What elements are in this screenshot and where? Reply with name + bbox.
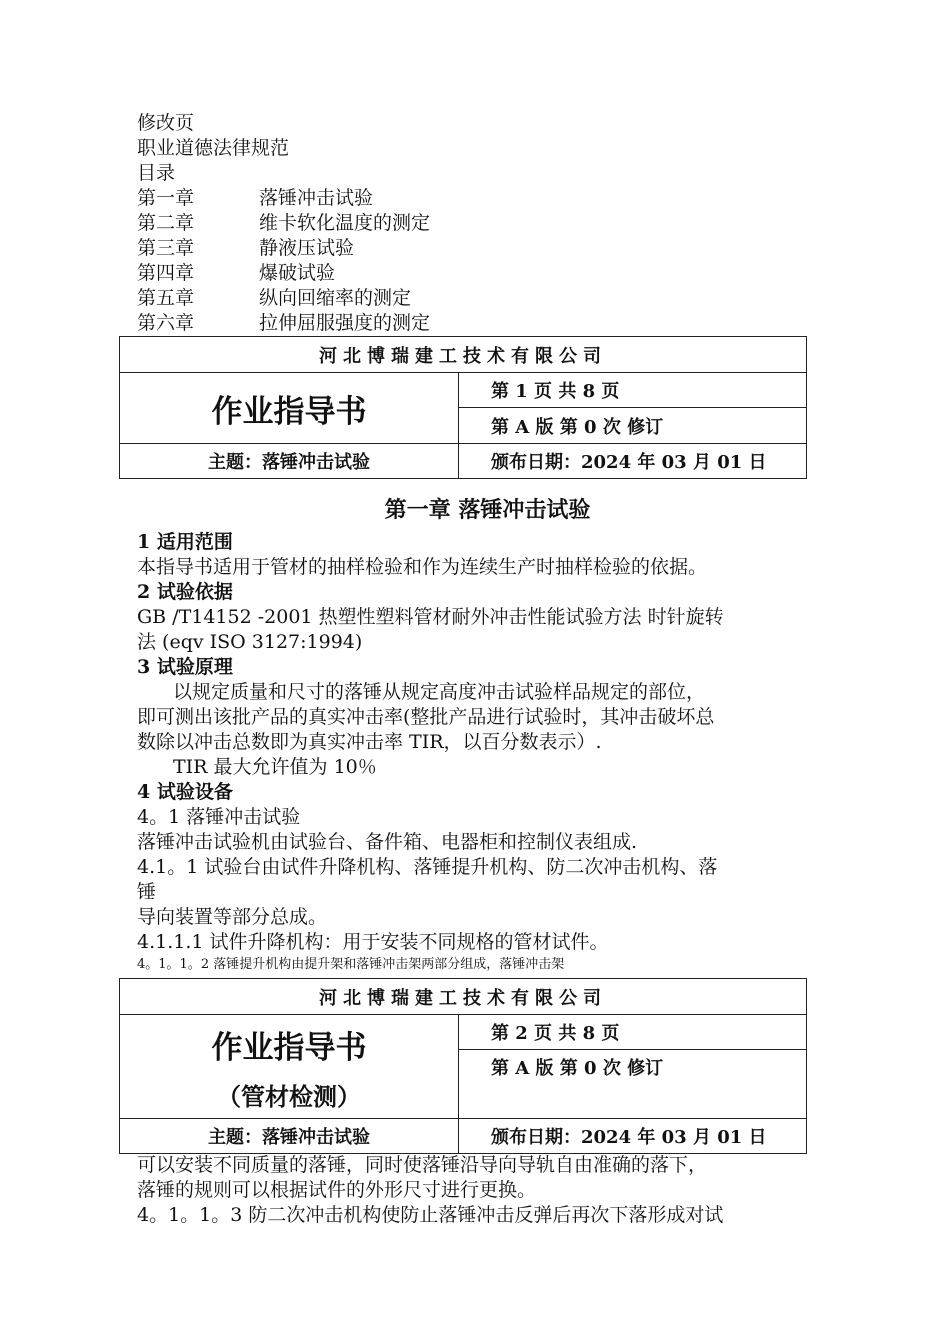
document-header-table [119, 978, 807, 1154]
paragraph: 4.1.1.1 试件升降机构：用于安装不同规格的管材试件。 [137, 931, 609, 953]
work-instruction-title [120, 373, 459, 444]
book-title: 作业指导书 [211, 1029, 367, 1066]
paragraph: 可以安装不同质量的落锤，同时使落锤沿导向导轨自由准确的落下， [137, 1154, 708, 1176]
section-heading: 2 试验依据 [137, 581, 233, 603]
paragraph: 落锤冲击试验机由试验台、备件箱、电器柜和控制仪表组成. [137, 831, 638, 853]
toc-chapter-number: 第三章 [137, 237, 195, 259]
book-subtitle: （管材检测） [217, 1081, 361, 1111]
chapter-title: 第一章 落锤冲击试验 [384, 497, 591, 523]
toc-chapter-number: 第四章 [137, 262, 195, 284]
section-heading: 4 试验设备 [137, 781, 233, 803]
toc-chapter-title: 爆破试验 [259, 262, 336, 284]
toc-chapter-number: 第一章 [137, 187, 195, 209]
paragraph: 数除以冲击总数即为真实冲击率 TIR，以百分数表示）. [137, 731, 602, 753]
revision-info: 第 A 版 第 0 次 修订 [459, 1050, 807, 1119]
page-count: 第 2 页 共 8 页 [459, 1015, 807, 1050]
paragraph: 4。1。1。2 落锤提升机构由提升架和落锤冲击架两部分组成，落锤冲击架 [137, 957, 565, 972]
toc-heading: 目录 [137, 162, 176, 184]
toc-chapter-number: 第五章 [137, 287, 195, 309]
page-count: 第 1 页 共 8 页 [459, 373, 807, 408]
toc-item[interactable] [137, 311, 430, 336]
paragraph: GB /T14152 -2001 热塑性塑料管材耐外冲击性能试验方法 时针旋转 [137, 606, 724, 628]
toc-item[interactable] [137, 186, 373, 211]
paragraph: 本指导书适用于管材的抽样检验和作为连续生产时抽样检验的依据。 [137, 556, 708, 578]
section-heading: 1 适用范围 [137, 531, 233, 553]
paragraph: 落锤的规则可以根据试件的外形尺寸进行更换。 [137, 1179, 537, 1201]
toc-item[interactable] [137, 211, 430, 236]
document-header-table [119, 336, 807, 479]
paragraph: 法 (eqv ISO 3127:1994) [137, 631, 363, 653]
subject-cell: 主题：落锤冲击试验 [120, 1119, 459, 1154]
paragraph: 4。1。1。3 防二次冲击机构使防止落锤冲击反弹后再次下落形成对试 [137, 1204, 724, 1226]
company-name: 河北博瑞建工技术有限公司 [120, 979, 807, 1015]
ethics-label: 职业道德法律规范 [137, 137, 290, 159]
company-name: 河北博瑞建工技术有限公司 [120, 337, 807, 373]
toc-item[interactable] [137, 286, 411, 311]
toc-item[interactable] [137, 261, 335, 286]
issue-date: 颁布日期：2024 年 03 月 01 日 [459, 1119, 807, 1154]
revision-info: 第 A 版 第 0 次 修订 [459, 408, 807, 444]
issue-date: 颁布日期：2024 年 03 月 01 日 [459, 444, 807, 479]
toc-chapter-title: 拉伸屈服强度的测定 [259, 312, 431, 334]
work-instruction-title [120, 1015, 459, 1119]
toc-chapter-title: 维卡软化温度的测定 [259, 212, 431, 234]
toc-chapter-title: 纵向回缩率的测定 [259, 287, 412, 309]
paragraph: 导向装置等部分总成。 [137, 906, 328, 928]
toc-chapter-title: 落锤冲击试验 [259, 187, 374, 209]
toc-item[interactable] [137, 236, 354, 261]
revision-page-label: 修改页 [137, 112, 195, 134]
toc-chapter-number: 第六章 [137, 312, 195, 334]
toc-chapter-title: 静液压试验 [259, 237, 355, 259]
toc-chapter-number: 第二章 [137, 212, 195, 234]
paragraph: 以规定质量和尺寸的落锤从规定高度冲击试验样品规定的部位， [173, 681, 706, 703]
book-title: 作业指导书 [211, 393, 367, 430]
subject-cell: 主题：落锤冲击试验 [120, 444, 459, 479]
section-heading: 3 试验原理 [137, 656, 233, 678]
paragraph: 即可测出该批产品的真实冲击率(整批产品进行试验时，其冲击破坏总 [137, 706, 715, 728]
paragraph: 锤 [137, 881, 157, 903]
paragraph: TIR 最大允许值为 10％ [173, 756, 377, 778]
paragraph: 4。1 落锤冲击试验 [137, 806, 301, 828]
paragraph: 4.1。1 试验台由试件升降机构、落锤提升机构、防二次冲击机构、落 [137, 856, 718, 878]
